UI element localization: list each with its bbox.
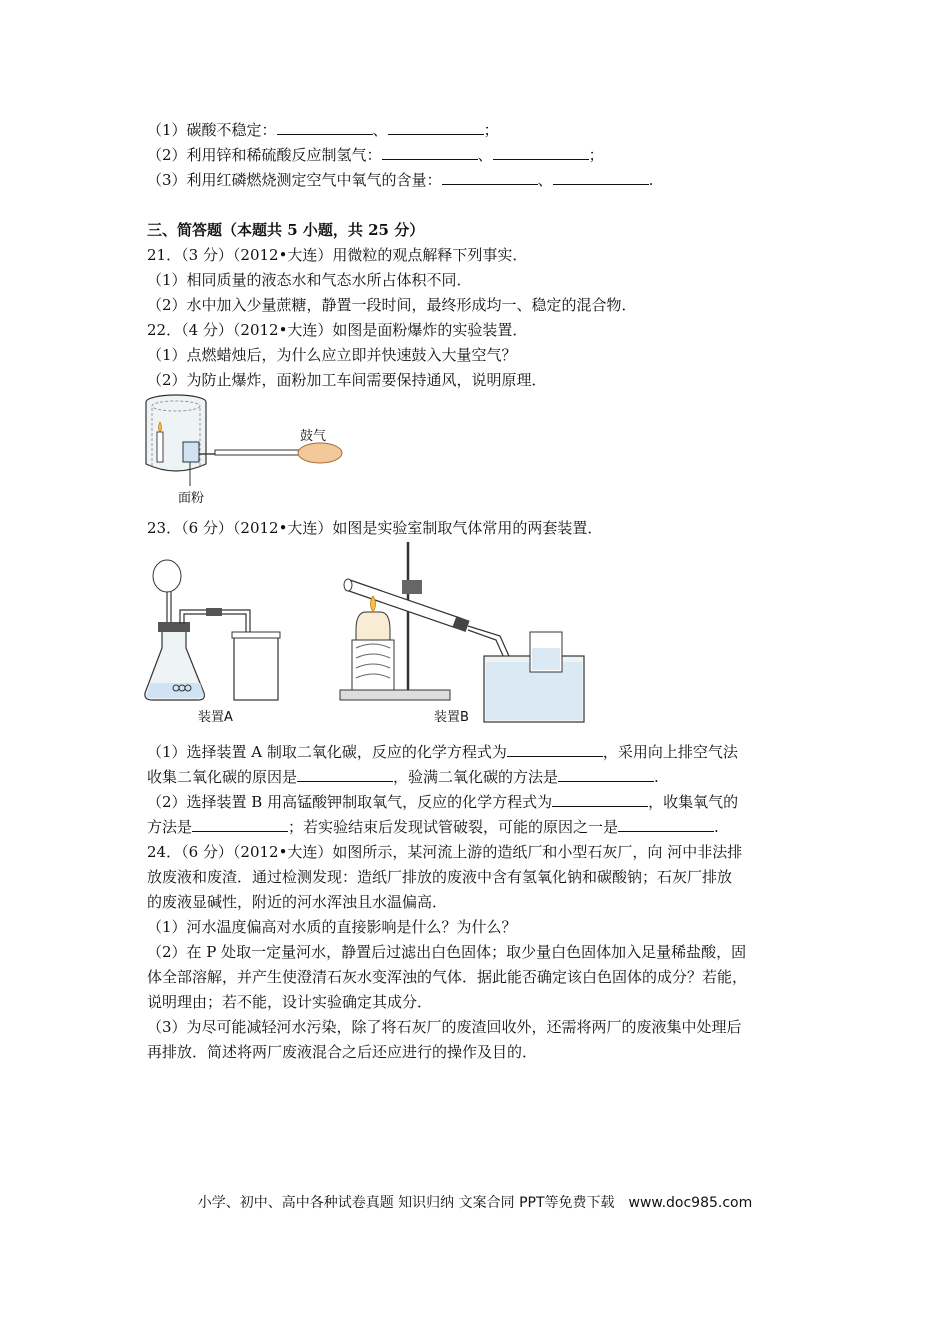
answer-blank[interactable] bbox=[558, 767, 654, 782]
q24-line-1: 24．（6 分）（2012•大连）如图所示，某河流上游的造纸厂和小型石灰厂，向 河中非法排 bbox=[147, 843, 743, 861]
q24-part-2-line-2: 体全部溶解，并产生使澄清石灰水变浑浊的气体．据此能否确定该白色固体的成分？若能， bbox=[147, 968, 748, 986]
answer-blank[interactable] bbox=[277, 120, 373, 135]
q23-part-1-text-cont: ，采用向上排空气法 bbox=[602, 743, 738, 761]
q21-part-2: （2）水中加入少量蔗糖，静置一段时间，最终形成均一、稳定的混合物． bbox=[147, 296, 637, 314]
answer-blank[interactable] bbox=[442, 170, 538, 185]
q23-part-2-text: 方法是 bbox=[147, 818, 193, 836]
svg-text:鼓气: 鼓气 bbox=[300, 429, 327, 444]
q23-part-2-line-1 bbox=[147, 792, 738, 812]
q20-line-2-text: （2）利用锌和稀硫酸反应制氢气： bbox=[147, 146, 382, 164]
answer-blank[interactable] bbox=[552, 792, 648, 807]
page-footer: 小学、初中、高中各种试卷真题 知识归纳 文案合同 PPT等免费下载 www.doc985.com bbox=[197, 1195, 753, 1211]
q24-part-3-line-2: 再排放．简述将两厂废液混合之后还应进行的操作及目的． bbox=[147, 1043, 538, 1061]
q21-part-1: （1）相同质量的液态水和气态水所占体积不同． bbox=[147, 271, 472, 289]
q23-head: 23．（6 分）（2012•大连）如图是实验室制取气体常用的两套装置． bbox=[147, 519, 603, 537]
q23-part-2-text-cont: ；若实验结束后发现试管破裂，可能的原因之一是 bbox=[288, 818, 619, 836]
section-title: 三、简答题（本题共 5 小题，共 25 分） bbox=[147, 221, 425, 239]
q20-line-2 bbox=[147, 145, 604, 165]
punct: . bbox=[648, 171, 654, 189]
answer-blank[interactable] bbox=[553, 170, 649, 185]
apparatus-b-figure bbox=[330, 540, 590, 728]
punct: ； bbox=[588, 146, 604, 164]
separator: 、 bbox=[537, 171, 553, 189]
q22-part-2: （2）为防止爆炸，面粉加工车间需要保持通风，说明原理． bbox=[147, 371, 547, 389]
q24-line-2: 放废液和废渣．通过检测发现：造纸厂排放的废液中含有氢氧化钠和碳酸钠；石灰厂排放 bbox=[147, 868, 733, 886]
q23-part-1-text: （1）选择装置 A 制取二氧化碳，反应的化学方程式为 bbox=[147, 743, 507, 761]
q24-part-1: （1）河水温度偏高对水质的直接影响是什么？为什么？ bbox=[147, 918, 517, 936]
answer-blank[interactable] bbox=[618, 817, 714, 832]
q23-part-2-text-cont: ，收集氧气的 bbox=[648, 793, 739, 811]
q23-part-1-line-2 bbox=[147, 767, 659, 787]
fig-label-air bbox=[300, 428, 326, 444]
punct: ； bbox=[483, 121, 499, 139]
flour-explosion-figure bbox=[140, 392, 360, 510]
q24-part-3-line-1: （3）为尽可能减轻河水污染，除了将石灰厂的废渣回收外，还需将两厂的废液集中处理后 bbox=[147, 1018, 742, 1036]
punct: . bbox=[714, 818, 719, 836]
punct: . bbox=[654, 768, 659, 786]
q21-head: 21．（3 分）（2012•大连）用微粒的观点解释下列事实． bbox=[147, 246, 528, 264]
q22-part-1: （1）点燃蜡烛后，为什么应立即并快速鼓入大量空气？ bbox=[147, 346, 517, 364]
separator: 、 bbox=[372, 121, 388, 139]
q23-part-2-text: （2）选择装置 B 用高锰酸钾制取氧气，反应的化学方程式为 bbox=[147, 793, 553, 811]
q23-part-1-line-1 bbox=[147, 742, 738, 762]
fig-label-b bbox=[434, 709, 469, 725]
svg-text:面粉: 面粉 bbox=[178, 491, 205, 506]
q24-line-3: 的废液显碱性，附近的河水浑浊且水温偏高． bbox=[147, 893, 448, 911]
fig-label-a bbox=[198, 709, 233, 725]
answer-blank[interactable] bbox=[192, 817, 288, 832]
q20-line-1 bbox=[147, 120, 499, 140]
svg-text:装置A: 装置A bbox=[198, 710, 233, 725]
answer-blank[interactable] bbox=[507, 742, 603, 757]
q20-line-3-text: （3）利用红磷燃烧测定空气中氧气的含量： bbox=[147, 171, 442, 189]
apparatus-a-figure bbox=[140, 548, 290, 728]
separator: 、 bbox=[477, 146, 493, 164]
q20-line-1-text: （1）碳酸不稳定： bbox=[147, 121, 277, 139]
svg-text:装置B: 装置B bbox=[434, 710, 469, 725]
fig-label-flour bbox=[178, 490, 204, 506]
q23-part-2-line-2 bbox=[147, 817, 719, 837]
answer-blank[interactable] bbox=[388, 120, 484, 135]
q23-part-1-text: 收集二氧化碳的原因是 bbox=[147, 768, 298, 786]
answer-blank[interactable] bbox=[297, 767, 393, 782]
q24-part-2-line-3: 说明理由；若不能，设计实验确定其成分． bbox=[147, 993, 433, 1011]
q20-line-3 bbox=[147, 170, 653, 190]
q22-head: 22．（4 分）（2012•大连）如图是面粉爆炸的实验装置． bbox=[147, 321, 528, 339]
q23-part-1-text-cont: ，验满二氧化碳的方法是 bbox=[393, 768, 559, 786]
q24-part-2-line-1: （2）在 P 处取一定量河水，静置后过滤出白色固体；取少量白色固体加入足量稀盐酸，固 bbox=[147, 943, 747, 961]
answer-blank[interactable] bbox=[382, 145, 478, 160]
answer-blank[interactable] bbox=[493, 145, 589, 160]
